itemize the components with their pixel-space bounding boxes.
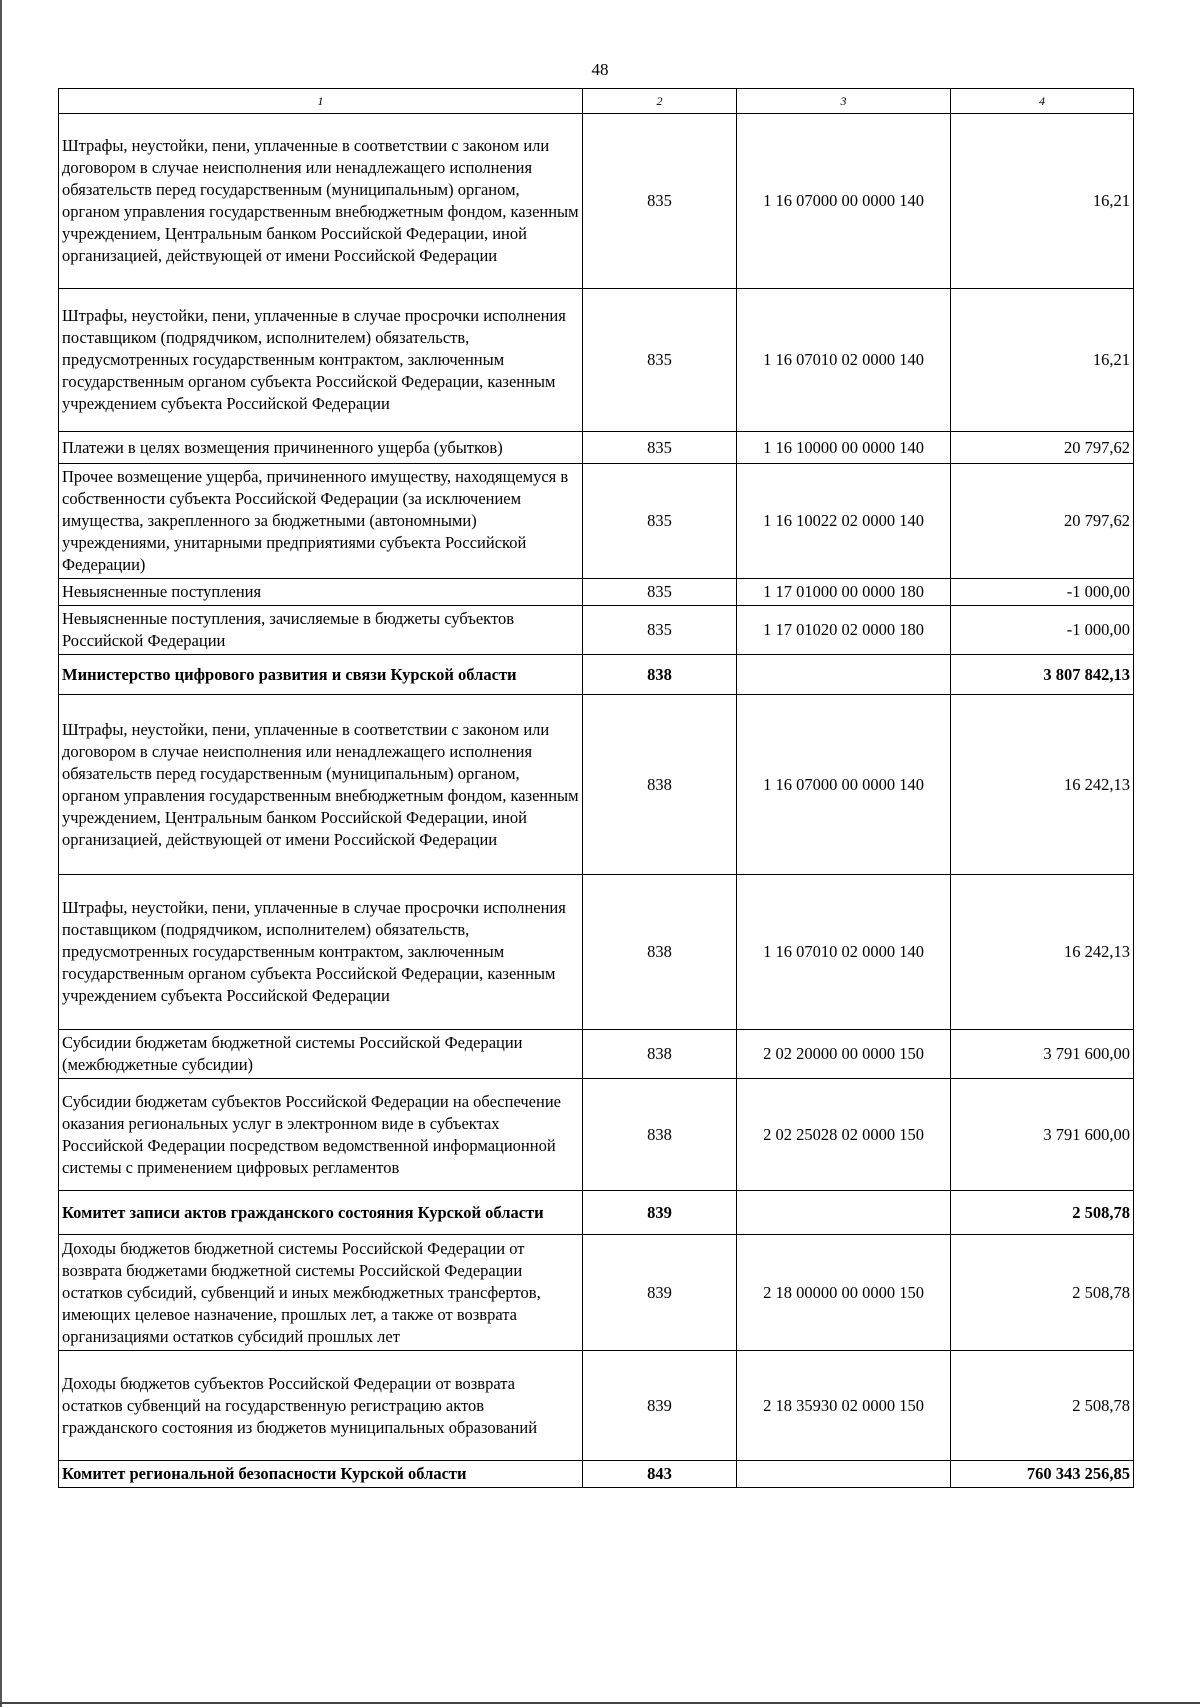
row-name: Доходы бюджетов субъектов Российской Федерации от возврата остатков субвенций на государственную регистрацию актов гражданского состояния из бюджетов муниципальных образований <box>59 1351 583 1461</box>
table-row <box>59 695 1134 875</box>
row-budget-code: 1 17 01020 02 0000 180 <box>737 606 951 655</box>
row-admin-code: 838 <box>583 695 737 875</box>
header-col-2: 2 <box>583 89 737 114</box>
table-body <box>59 89 1134 1488</box>
table-row <box>59 289 1134 432</box>
row-amount: 16 242,13 <box>951 875 1134 1030</box>
row-budget-code: 1 16 07010 02 0000 140 <box>737 875 951 1030</box>
row-budget-code <box>737 1461 951 1488</box>
row-amount: -1 000,00 <box>951 579 1134 606</box>
header-col-1: 1 <box>59 89 583 114</box>
row-amount: 2 508,78 <box>951 1351 1134 1461</box>
row-admin-code: 835 <box>583 464 737 579</box>
table-row <box>59 1235 1134 1351</box>
row-name: Комитет записи актов гражданского состояния Курской области <box>59 1191 583 1235</box>
table-row <box>59 432 1134 464</box>
row-budget-code: 1 16 07000 00 0000 140 <box>737 695 951 875</box>
row-admin-code: 839 <box>583 1351 737 1461</box>
row-amount: 2 508,78 <box>951 1191 1134 1235</box>
scan-left-edge <box>0 0 2 1707</box>
row-amount: 3 791 600,00 <box>951 1030 1134 1079</box>
row-amount: 16,21 <box>951 114 1134 289</box>
row-admin-code: 835 <box>583 289 737 432</box>
row-name: Доходы бюджетов бюджетной системы Российской Федерации от возврата бюджетами бюджетной системы Российской Федерации остатков субсидий, субвенций и иных межбюджетных трансфертов, имеющих целевое назначение, прошлых лет, а также от возврата организациями остатков субсидий прошлых лет <box>59 1235 583 1351</box>
scan-bottom-edge <box>0 1702 1200 1704</box>
table-row <box>59 579 1134 606</box>
row-name: Невыясненные поступления <box>59 579 583 606</box>
header-col-4: 4 <box>951 89 1134 114</box>
row-name: Субсидии бюджетам бюджетной системы Российской Федерации (межбюджетные субсидии) <box>59 1030 583 1079</box>
row-budget-code: 1 16 10022 02 0000 140 <box>737 464 951 579</box>
header-col-3: 3 <box>737 89 951 114</box>
table-row <box>59 606 1134 655</box>
row-name: Прочее возмещение ущерба, причиненного имуществу, находящемуся в собственности субъекта Российской Федерации (за исключением имущества, закрепленного за бюджетными (автономными) учреждениями, унитарными предприятиями субъекта Российской Федерации) <box>59 464 583 579</box>
table-row <box>59 875 1134 1030</box>
row-admin-code: 835 <box>583 432 737 464</box>
row-name: Штрафы, неустойки, пени, уплаченные в случае просрочки исполнения поставщиком (подрядчиком, исполнителем) обязательств, предусмотренных государственным контрактом, заключенным государственным органом субъекта Российской Федерации, казенным учреждением субъекта Российской Федерации <box>59 875 583 1030</box>
row-amount: 16 242,13 <box>951 695 1134 875</box>
page-number: 48 <box>591 60 609 79</box>
table-row <box>59 1079 1134 1191</box>
row-name: Субсидии бюджетам субъектов Российской Федерации на обеспечение оказания региональных услуг в электронном виде в субъектах Российской Федерации посредством ведомственной информационной системы с применением цифровых регламентов <box>59 1079 583 1191</box>
row-admin-code: 839 <box>583 1191 737 1235</box>
table-row <box>59 1351 1134 1461</box>
row-amount: -1 000,00 <box>951 606 1134 655</box>
table-row <box>59 464 1134 579</box>
row-budget-code <box>737 655 951 695</box>
row-budget-code: 2 02 25028 02 0000 150 <box>737 1079 951 1191</box>
table-row <box>59 114 1134 289</box>
row-budget-code: 1 17 01000 00 0000 180 <box>737 579 951 606</box>
row-amount: 3 807 842,13 <box>951 655 1134 695</box>
row-name: Комитет региональной безопасности Курской области <box>59 1461 583 1488</box>
row-admin-code: 843 <box>583 1461 737 1488</box>
revenue-table <box>58 88 1134 1488</box>
row-admin-code: 835 <box>583 579 737 606</box>
row-budget-code: 2 18 35930 02 0000 150 <box>737 1351 951 1461</box>
row-name: Платежи в целях возмещения причиненного ущерба (убытков) <box>59 432 583 464</box>
section-row <box>59 1461 1134 1488</box>
section-row <box>59 655 1134 695</box>
row-budget-code <box>737 1191 951 1235</box>
row-amount: 2 508,78 <box>951 1235 1134 1351</box>
table-row <box>59 1030 1134 1079</box>
row-budget-code: 2 02 20000 00 0000 150 <box>737 1030 951 1079</box>
row-name: Министерство цифрового развития и связи Курской области <box>59 655 583 695</box>
row-amount: 20 797,62 <box>951 432 1134 464</box>
row-amount: 3 791 600,00 <box>951 1079 1134 1191</box>
row-admin-code: 838 <box>583 655 737 695</box>
row-budget-code: 1 16 07000 00 0000 140 <box>737 114 951 289</box>
row-name: Невыясненные поступления, зачисляемые в бюджеты субъектов Российской Федерации <box>59 606 583 655</box>
row-admin-code: 838 <box>583 875 737 1030</box>
row-admin-code: 839 <box>583 1235 737 1351</box>
row-admin-code: 838 <box>583 1079 737 1191</box>
row-name: Штрафы, неустойки, пени, уплаченные в соответствии с законом или договором в случае неисполнения или ненадлежащего исполнения обязательств перед государственным (муниципальным) органом, органом управления государственным внебюджетным фондом, казенным учреждением, Центральным банком Российской Федерации, иной организацией, действующей от имени Российской Федерации <box>59 695 583 875</box>
row-admin-code: 838 <box>583 1030 737 1079</box>
row-budget-code: 2 18 00000 00 0000 150 <box>737 1235 951 1351</box>
row-admin-code: 835 <box>583 606 737 655</box>
row-amount: 20 797,62 <box>951 464 1134 579</box>
row-name: Штрафы, неустойки, пени, уплаченные в соответствии с законом или договором в случае неисполнения или ненадлежащего исполнения обязательств перед государственным (муниципальным) органом, органом управления государственным внебюджетным фондом, казенным учреждением, Центральным банком Российской Федерации, иной организацией, действующей от имени Российской Федерации <box>59 114 583 289</box>
section-row <box>59 1191 1134 1235</box>
row-amount: 16,21 <box>951 289 1134 432</box>
row-amount: 760 343 256,85 <box>951 1461 1134 1488</box>
row-budget-code: 1 16 10000 00 0000 140 <box>737 432 951 464</box>
row-admin-code: 835 <box>583 114 737 289</box>
row-name: Штрафы, неустойки, пени, уплаченные в случае просрочки исполнения поставщиком (подрядчиком, исполнителем) обязательств, предусмотренных государственным контрактом, заключенным государственным органом субъекта Российской Федерации, казенным учреждением субъекта Российской Федерации <box>59 289 583 432</box>
header-row <box>59 89 1134 114</box>
row-budget-code: 1 16 07010 02 0000 140 <box>737 289 951 432</box>
